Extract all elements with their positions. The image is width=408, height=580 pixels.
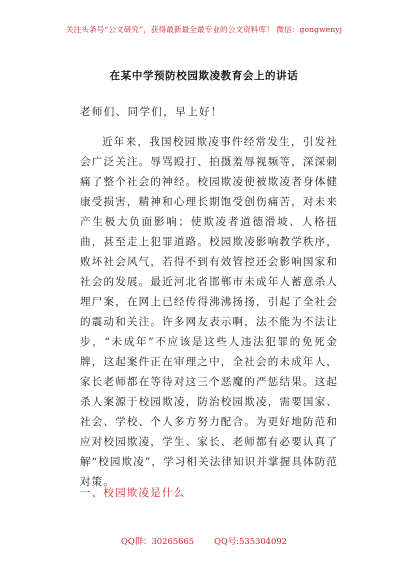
footer-qq-number: QQ号:535304092 bbox=[214, 536, 287, 546]
section-heading: 一、校园欺凌是什么 bbox=[80, 487, 186, 499]
document-title: 在某中学预防校园欺凌教育会上的讲话 bbox=[109, 70, 299, 82]
footer-banner bbox=[0, 535, 408, 547]
body-paragraph: 近年来，我国校园欺凌事件经常发生，引发社会广泛关注。辱骂殴打、拍摄羞辱视频等，深深刺痛了整个社会的神经。校园欺凌使被欺凌者身体健康受损害，精神和心理长期饱受创伤痛苦，对未来产生极大负面影响；使欺凌者道德滑坡、人格扭曲，甚至走上犯罪道路。校园欺凌影响教学秩序，败坏社会风气，若得不到有效管控还会影响国家和社会的发展。最近河北省邯郸市未成年人蓄意杀人埋尸案，在网上已经传得沸沸扬扬，引起了全社会的震动和关注。许多网友表示啊，法不能为不法让步，“未成年”不应该是这些人违法犯罪的免死金牌，这起案件正在审理之中，全社会的未成年人，家长老师都在等待对这三个恶魔的严惩结果。这起杀人案源于校园欺凌，防治校园欺凌，需要国家、社会、学校、个人多方努力配合。为更好地防范和应对校园欺凌，学生、家长、老师都有必要认真了解“校园欺凌”，学习相关法律知识并掌握具体防范对策。 bbox=[80, 136, 338, 488]
footer-qq-group: QQ群：30265665 bbox=[121, 536, 195, 546]
salutation: 老师们、同学们，早上好！ bbox=[80, 106, 223, 118]
header-banner: 关注头条号“公文研究”，获得最新最全最专业的公文资料库！ 微信：gongwenyj bbox=[65, 25, 343, 34]
